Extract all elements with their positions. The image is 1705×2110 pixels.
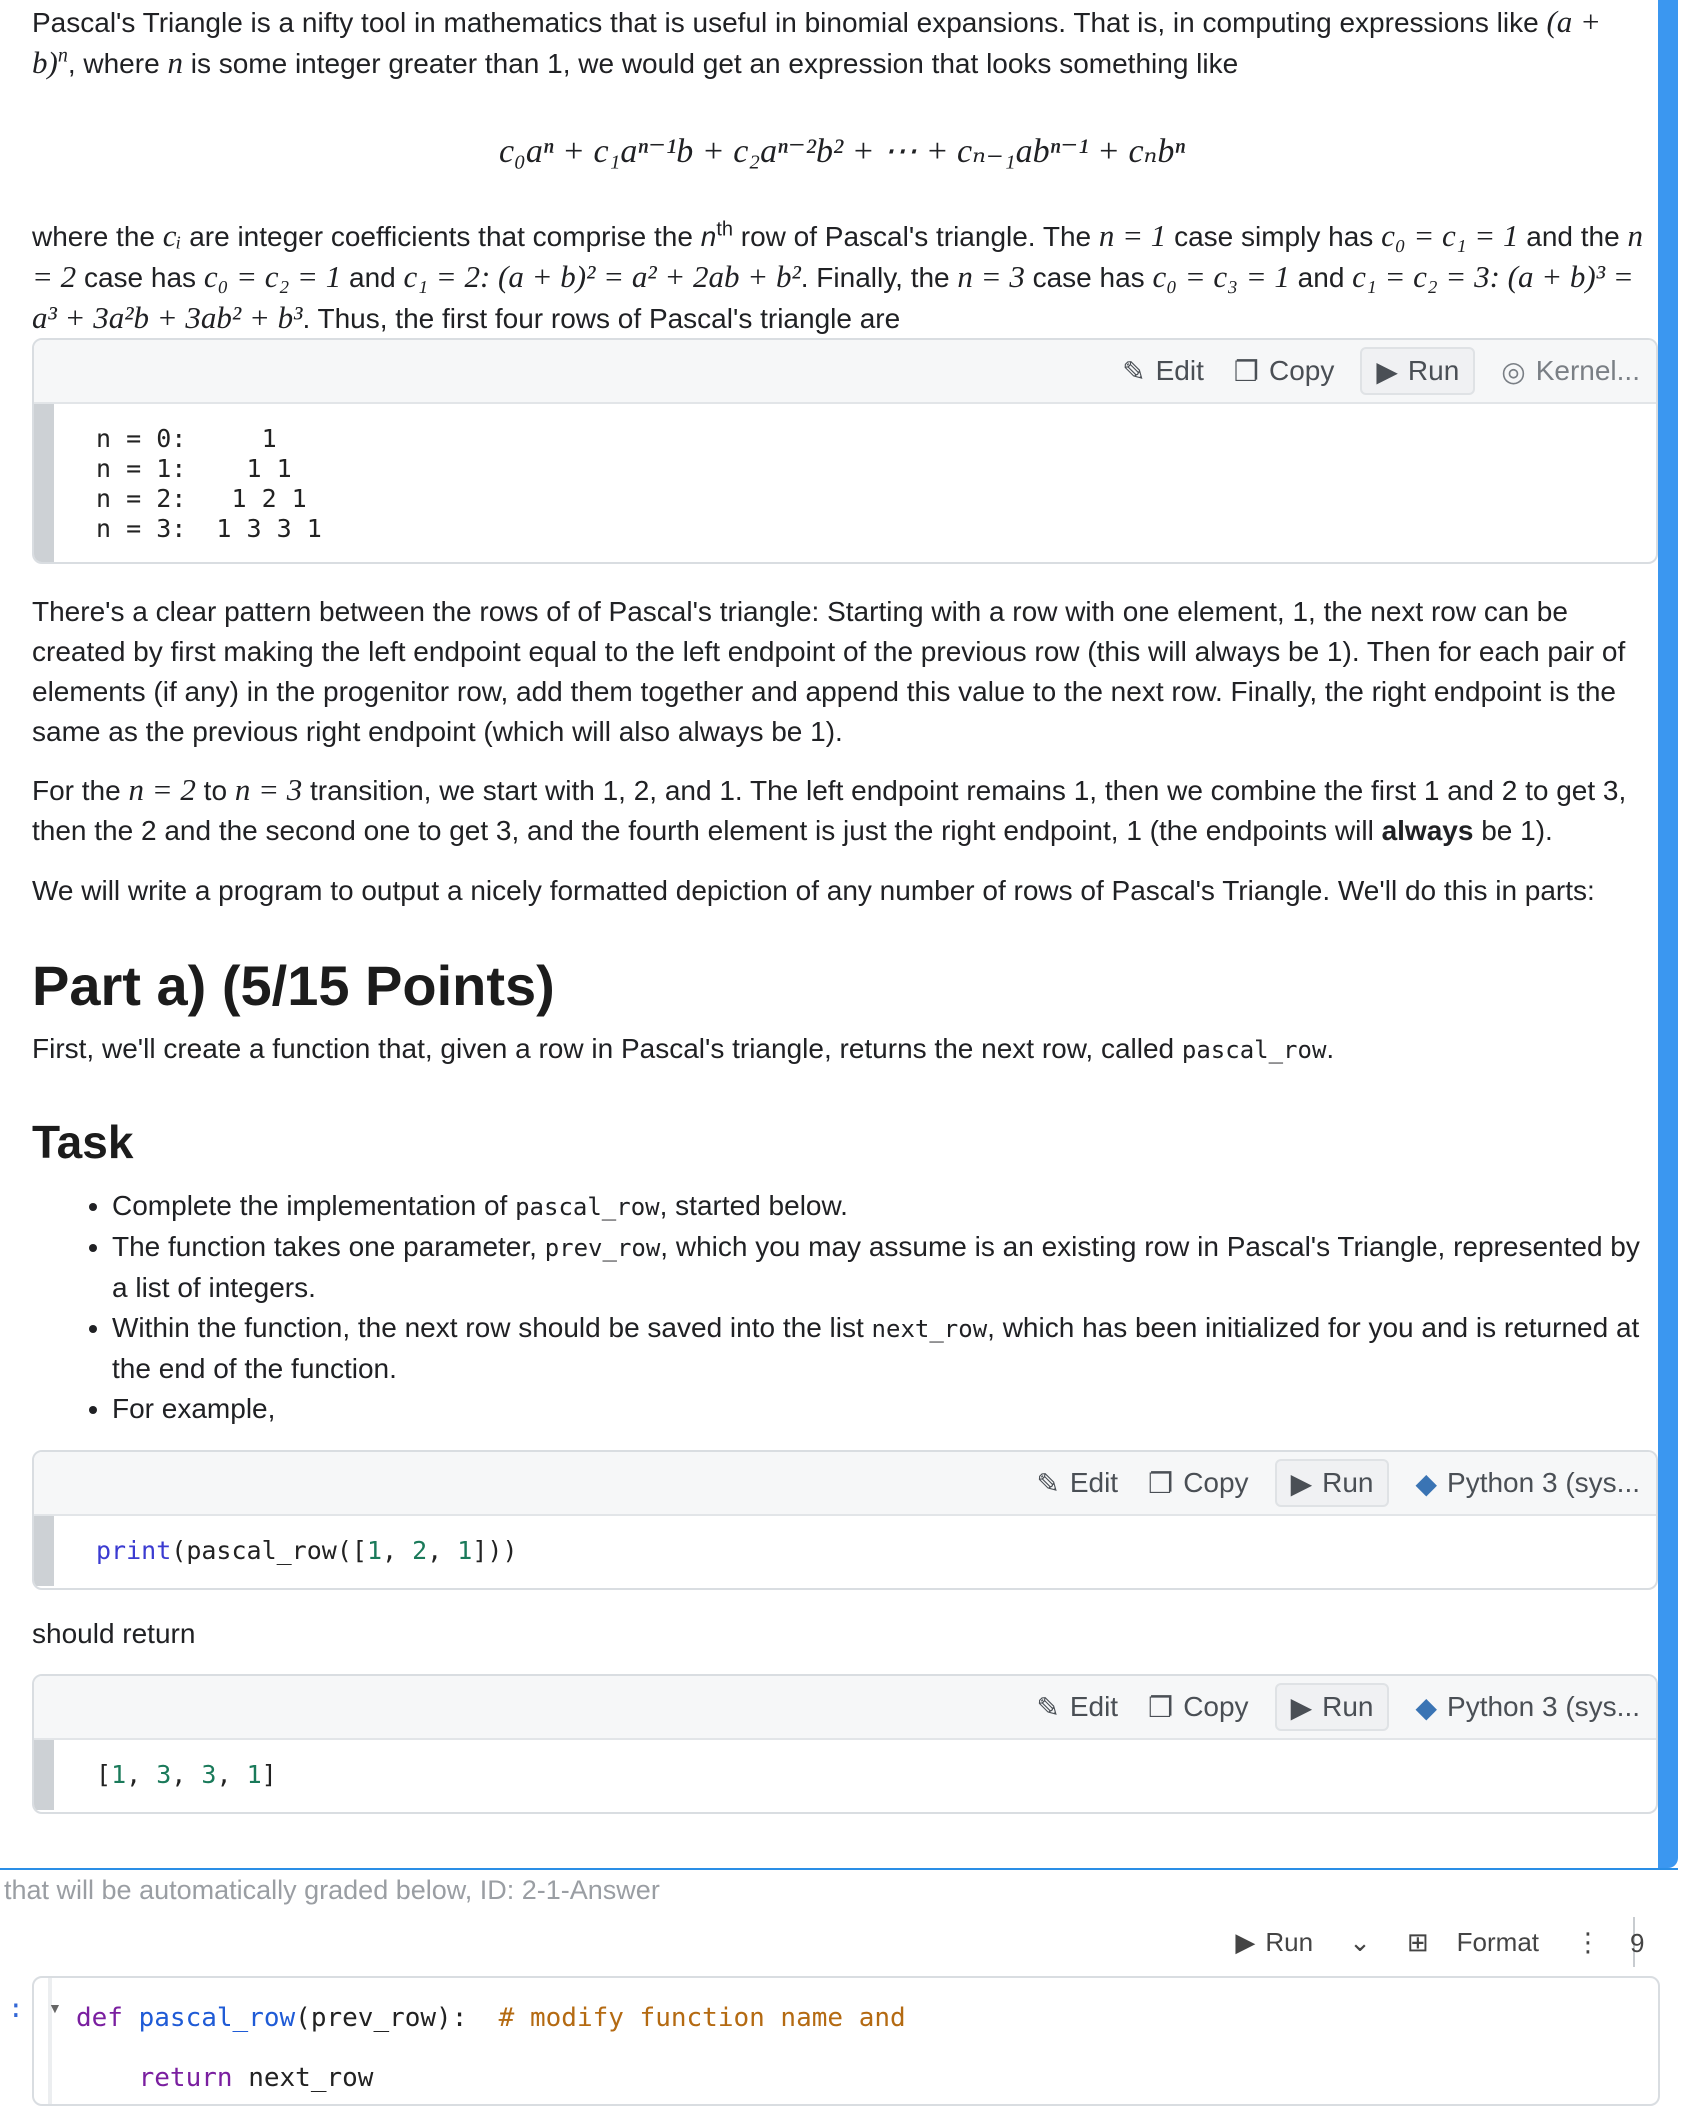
- text: , started below.: [659, 1190, 848, 1221]
- code-token: def: [76, 2003, 123, 2033]
- edit-button[interactable]: [1032, 1461, 1122, 1505]
- edit-button[interactable]: [1118, 349, 1208, 393]
- copy-button[interactable]: [1144, 1461, 1252, 1505]
- run-label: Run: [1407, 355, 1460, 386]
- intro-paragraph: [32, 2, 1652, 84]
- vertical-ellipsis-icon: ⋮: [1575, 1926, 1601, 1957]
- code-editor[interactable]: [32, 1976, 1660, 2106]
- display-equation: c₀aⁿ + c₁aⁿ⁻¹b + c₂aⁿ⁻²b² + ⋯ + cₙ₋₁abⁿ⁻¹ + cₙbⁿ: [498, 133, 1186, 170]
- text: . Thus, the first four rows of Pascal's triangle are: [302, 303, 901, 334]
- text: where the: [32, 221, 163, 252]
- code-text: n = 0: 1 n = 1: 1 1 n = 2: 1 2 1 n = 3: 1 3 3 1: [96, 424, 322, 543]
- pencil-icon: ✎: [1036, 1691, 1060, 1723]
- code-number: 1: [246, 1760, 262, 1789]
- task-list: [32, 1186, 1652, 1429]
- list-item: [112, 1186, 1652, 1227]
- format-label: Format: [1456, 1926, 1539, 1957]
- edit-label: Edit: [1155, 355, 1204, 386]
- math-ci: cᵢ: [162, 218, 182, 253]
- play-icon: ▶: [1376, 355, 1398, 387]
- pencil-icon: ✎: [1122, 355, 1146, 387]
- coefficients-paragraph: [32, 216, 1652, 339]
- code-token: (pascal_row([: [171, 1536, 367, 1565]
- math-n: n: [167, 45, 183, 80]
- codebox-toolbar: [34, 1452, 1656, 1516]
- math-text: (a + b): [32, 4, 1601, 80]
- editor-gutter: [48, 1978, 52, 2104]
- play-icon: ▶: [1290, 1467, 1313, 1499]
- code-token: ]: [261, 1760, 277, 1789]
- inline-code: next_row: [871, 1315, 988, 1343]
- run-label: Run: [1322, 1691, 1374, 1722]
- text: The function takes one parameter,: [112, 1231, 545, 1262]
- code-number: 3: [201, 1760, 217, 1789]
- cell-run-button[interactable]: [1231, 1920, 1317, 1964]
- play-icon: ▶: [1235, 1926, 1256, 1957]
- math-nth: n: [700, 221, 717, 252]
- triangle-rows-codebox: [32, 338, 1658, 564]
- math: c₀ = c₁ = 1: [1381, 218, 1519, 253]
- markdown-content-3: [32, 1614, 1652, 1654]
- text: , which you may assume is an existing row in Pascal's Triangle, represented by a list of integers.: [112, 1231, 1640, 1303]
- ipynb-icon: ◎: [1501, 355, 1526, 387]
- code-comment: # modify function name and: [498, 2003, 906, 2033]
- code-text: [1, 3, 3, 1]: [96, 1760, 277, 1789]
- play-icon: ▶: [1290, 1691, 1313, 1723]
- code-area: [34, 1740, 1656, 1810]
- markdown-content: [32, 0, 1652, 339]
- edit-label: Edit: [1069, 1691, 1119, 1722]
- text: is some integer greater than 1, we would get an expression that looks something like: [182, 48, 1239, 79]
- chevron-down-icon: ⌄: [1349, 1926, 1371, 1957]
- transition-paragraph: [32, 770, 1652, 851]
- text: be 1).: [1473, 815, 1553, 846]
- math: n = 2: [32, 218, 1643, 294]
- code-number: 1: [457, 1536, 473, 1565]
- math: n = 3: [234, 772, 303, 807]
- edit-button[interactable]: [1032, 1685, 1122, 1729]
- pencil-icon: ✎: [1036, 1467, 1060, 1499]
- kernel-label: Python 3 (sys...: [1447, 1467, 1640, 1498]
- math: c₀ = c₃ = 1: [1152, 259, 1290, 294]
- math: n = 1: [1098, 218, 1167, 253]
- more-options-button[interactable]: [1571, 1920, 1605, 1964]
- editor-code: [34, 1978, 1658, 2106]
- text: , which has been initialized for you and is returned at the end of the function.: [112, 1312, 1640, 1384]
- inline-code: pascal_row: [515, 1193, 660, 1221]
- example-call-codebox: [32, 1450, 1658, 1590]
- text: case has: [76, 262, 204, 293]
- inline-code: prev_row: [544, 1234, 661, 1262]
- code-text: print(pascal_row([1, 2, 1])): [96, 1536, 518, 1565]
- edit-label: Edit: [1069, 1467, 1119, 1498]
- math-exponent: n: [57, 44, 68, 67]
- text: .: [1326, 1033, 1335, 1064]
- kernel-label: Kernel...: [1535, 355, 1640, 386]
- text: , where: [67, 48, 168, 79]
- list-item: [112, 1227, 1652, 1308]
- code-gutter: [34, 404, 54, 564]
- run-label: Run: [1265, 1926, 1314, 1957]
- kernel-selector[interactable]: [1411, 1685, 1644, 1729]
- kernel-selector[interactable]: [1411, 1461, 1644, 1505]
- text: to: [195, 775, 235, 806]
- text: First, we'll create a function that, given a row in Pascal's triangle, returns the next row, called: [32, 1033, 1182, 1064]
- text: and: [341, 262, 404, 293]
- python-icon: ◆: [1415, 1467, 1438, 1499]
- inline-code: pascal_row: [1181, 1036, 1327, 1064]
- copy-button[interactable]: [1144, 1685, 1252, 1729]
- codebox-toolbar: [34, 340, 1656, 404]
- pattern-paragraph: There's a clear pattern between the rows of of Pascal's triangle: Starting with a row with one element, 1, the next row can be created by first making the left endpoint equal to the left endpoint of the previous row (this will always be 1). Then for each pair of elements (if any) in the progenitor row, add them together and append this value to the next row. Finally, the right endpoint is the same as the previous right endpoint (which will also always be 1).: [32, 596, 1626, 747]
- code-number: 1: [111, 1760, 127, 1789]
- code-token: print: [96, 1536, 172, 1565]
- copy-label: Copy: [1268, 355, 1335, 386]
- cell-prompt: :: [8, 1994, 24, 2024]
- text: case simply has: [1166, 221, 1382, 252]
- program-paragraph: We will write a program to output a nicely formatted depiction of any number of rows of Pascal's Triangle. We'll do this in parts:: [32, 875, 1595, 906]
- text: are integer coefficients that comprise the: [181, 221, 701, 252]
- list-item: • For example,: [112, 1389, 1652, 1429]
- math: n = 2: [128, 772, 196, 807]
- code-token: return: [138, 2063, 233, 2093]
- text: . Finally, the: [800, 262, 958, 293]
- text: Within the function, the next row should be saved into the list: [112, 1312, 872, 1343]
- copy-label: Copy: [1183, 1467, 1249, 1498]
- run-button[interactable]: [1275, 1683, 1390, 1731]
- text: case has: [1024, 262, 1153, 293]
- code-area: [34, 404, 1656, 564]
- superscript-th: th: [716, 218, 733, 241]
- copy-icon: ❐: [1148, 1467, 1174, 1499]
- expected-output-codebox: [32, 1674, 1658, 1814]
- code-token: [: [96, 1760, 112, 1789]
- cell-selection-bar: [1658, 0, 1678, 1868]
- bold-text: always: [1381, 815, 1474, 846]
- code-gutter: [34, 1516, 54, 1586]
- text: For the: [32, 775, 129, 806]
- text: and the: [1518, 221, 1628, 252]
- text: and: [1289, 262, 1353, 293]
- code-area: [34, 1516, 1656, 1586]
- code-number: 1: [366, 1536, 382, 1565]
- code-token: (prev_row):: [295, 2003, 468, 2033]
- code-token: pascal_row: [138, 2003, 296, 2033]
- code-gutter: [34, 1740, 54, 1810]
- list-item: [112, 1308, 1652, 1389]
- fold-arrow-icon[interactable]: ▼: [48, 2000, 62, 2016]
- code-number: 2: [412, 1536, 428, 1565]
- run-options-dropdown[interactable]: [1345, 1920, 1375, 1964]
- codebox-toolbar: [34, 1676, 1656, 1740]
- copy-icon: ❐: [1148, 1691, 1174, 1723]
- code-cell-toolbar: [1231, 1918, 1635, 1966]
- text: Complete the implementation of: [112, 1190, 516, 1221]
- python-icon: ◆: [1415, 1691, 1438, 1723]
- copy-button[interactable]: [1230, 349, 1338, 393]
- run-label: Run: [1322, 1467, 1374, 1498]
- math: c₁ = 2: (a + b)² = a² + 2ab + b²: [403, 259, 801, 294]
- code-number: 3: [156, 1760, 172, 1789]
- execution-count: 9: [1630, 1928, 1645, 1958]
- text: row of Pascal's triangle. The: [733, 221, 1099, 252]
- run-button[interactable]: [1275, 1459, 1390, 1507]
- format-tree-icon: ⊞: [1406, 1926, 1429, 1957]
- math: c₁ = c₂ = 3: (a + b)³ = a³ + 3a²b + 3ab² + b³: [32, 259, 1634, 335]
- math: n = 3: [957, 259, 1025, 294]
- code-token: next_row: [248, 2063, 374, 2093]
- code-token: ])): [472, 1536, 518, 1565]
- markdown-content-2: [32, 592, 1652, 1429]
- format-button[interactable]: [1403, 1920, 1543, 1964]
- task-heading: Task: [32, 1116, 134, 1168]
- math: c₀ = c₂ = 1: [203, 259, 342, 294]
- kernel-selector[interactable]: [1497, 349, 1644, 393]
- part-heading: Part a) (5/15 Points): [32, 954, 555, 1017]
- text: Pascal's Triangle is a nifty tool in mathematics that is useful in binomial expansions. That is, in computing expressions like: [32, 7, 1547, 38]
- grading-note: that will be automatically graded below, ID: 2-1-Answer: [4, 1875, 660, 1905]
- copy-icon: ❐: [1233, 355, 1259, 387]
- kernel-label: Python 3 (sys...: [1447, 1691, 1640, 1722]
- should-return-text: should return: [32, 1618, 196, 1649]
- copy-label: Copy: [1183, 1691, 1249, 1722]
- run-button[interactable]: [1360, 347, 1475, 395]
- text: transition, we start with 1, 2, and 1. The left endpoint remains 1, then we combine the first 1 and 2 to get 3, then the 2 and the second one to get 3, and the fourth element is just the right endpoint, 1 (the endpoints will: [32, 775, 1627, 846]
- function-paragraph: [32, 1029, 1652, 1070]
